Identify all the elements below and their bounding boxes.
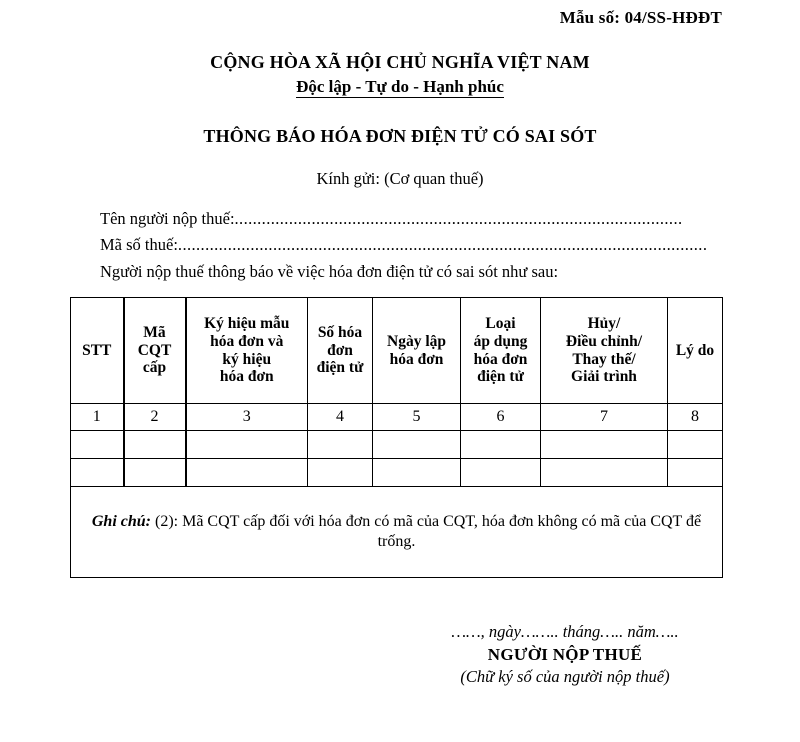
table-cell[interactable] [124, 459, 186, 487]
header-line: Hủy/ [587, 314, 621, 332]
table-cell[interactable] [373, 459, 461, 487]
form-code: Mẫu số: 04/SS-HĐĐT [559, 8, 722, 27]
header-line: đơn [327, 341, 353, 359]
table-header-ky-hieu-mau [186, 298, 308, 404]
table-cell[interactable] [186, 459, 308, 487]
table-cell[interactable] [461, 431, 541, 459]
signature-note: (Chữ ký số của người nộp thuế) [460, 667, 670, 686]
table-note-row [71, 487, 723, 578]
tax-code-label: Mã số thuế: [100, 235, 178, 254]
header-line: Số hóa [317, 323, 363, 341]
table-row[interactable] [71, 431, 723, 459]
header-line: điện tử [316, 359, 364, 377]
header-line: Điều chỉnh/ [565, 332, 643, 350]
header-line: Ký hiệu mẫu [204, 314, 290, 332]
invoice-error-table-wrapper [70, 297, 722, 578]
header-line: Loại [485, 314, 516, 332]
table-header-stt [71, 298, 124, 404]
table-header-ngay-lap [373, 298, 461, 404]
table-cell[interactable] [71, 459, 124, 487]
table-header-loai-ap-dung [461, 298, 541, 404]
addressee-line: Kính gửi: (Cơ quan thuế) [316, 169, 484, 188]
table-note-cell [71, 487, 723, 578]
header-line: cấp [142, 359, 167, 377]
header-line: CQT [137, 341, 172, 359]
table-cell[interactable] [308, 459, 373, 487]
column-number-cell: 6 [461, 404, 541, 431]
column-number-cell: 7 [541, 404, 668, 431]
tax-code-field [100, 235, 724, 255]
header-line: hóa đơn và [210, 332, 284, 350]
table-header-ma-cqt-cap [124, 298, 186, 404]
table-row[interactable] [71, 459, 723, 487]
column-number-cell: 5 [373, 404, 461, 431]
table-column-number-row [71, 404, 723, 431]
column-number-cell: 8 [668, 404, 723, 431]
table-cell[interactable] [668, 459, 723, 487]
signature-date-line[interactable]: ……, ngày…….. tháng….. năm….. [451, 622, 679, 641]
table-cell[interactable] [668, 431, 723, 459]
header-line: hóa đơn [389, 350, 444, 368]
document-title: THÔNG BÁO HÓA ĐƠN ĐIỆN TỬ CÓ SAI SÓT [203, 126, 597, 146]
note-text: (2): Mã CQT cấp đối với hóa đơn có mã của CQT, hóa đơn không có mã của CQT để trống. [150, 512, 702, 550]
signature-block [400, 622, 730, 687]
header-line: Thay thế/ [572, 350, 636, 368]
table-cell[interactable] [461, 459, 541, 487]
header-line: Ngày lập [387, 332, 446, 350]
header-line: Mã [143, 323, 166, 341]
header-line: điện tử [477, 368, 524, 386]
table-cell[interactable] [124, 431, 186, 459]
national-title: CỘNG HÒA XÃ HỘI CHỦ NGHĨA VIỆT NAM [210, 52, 590, 72]
table-cell[interactable] [308, 431, 373, 459]
table-header-ly-do [668, 298, 723, 404]
taxpayer-name-dot-leader[interactable]: ................................................................................................... [234, 209, 683, 228]
header-line: Giải trình [571, 368, 637, 386]
table-header-row [71, 298, 723, 404]
header-line: áp dụng [473, 332, 528, 350]
header-line: hóa đơn [219, 368, 274, 386]
header-line: hóa đơn [473, 350, 528, 368]
intro-sentence: Người nộp thuế thông báo về việc hóa đơn điện tử có sai sót như sau: [100, 262, 559, 281]
column-number-cell: 2 [124, 404, 186, 431]
header-line: Lý do [675, 341, 715, 359]
taxpayer-name-label: Tên người nộp thuế: [100, 209, 235, 228]
invoice-error-table [70, 297, 723, 578]
taxpayer-name-field [100, 209, 724, 229]
national-motto [0, 77, 800, 97]
table-cell[interactable] [71, 431, 124, 459]
column-number-cell: 4 [308, 404, 373, 431]
signature-role: NGƯỜI NỘP THUẾ [487, 645, 643, 664]
table-header-so-hoa-don [308, 298, 373, 404]
header-line: ký hiệu [222, 350, 272, 368]
national-motto-text: Độc lập - Tự do - Hạnh phúc [296, 77, 504, 96]
table-header-huy-dieu-chinh [541, 298, 668, 404]
note-label: Ghi chú: [91, 512, 151, 530]
header-line: STT [82, 341, 112, 359]
table-cell[interactable] [541, 459, 668, 487]
column-number-cell: 3 [186, 404, 308, 431]
column-number-cell: 1 [71, 404, 124, 431]
table-cell[interactable] [373, 431, 461, 459]
table-cell[interactable] [541, 431, 668, 459]
table-cell[interactable] [186, 431, 308, 459]
tax-code-dot-leader[interactable]: ..................................................................................................................... [177, 235, 708, 254]
